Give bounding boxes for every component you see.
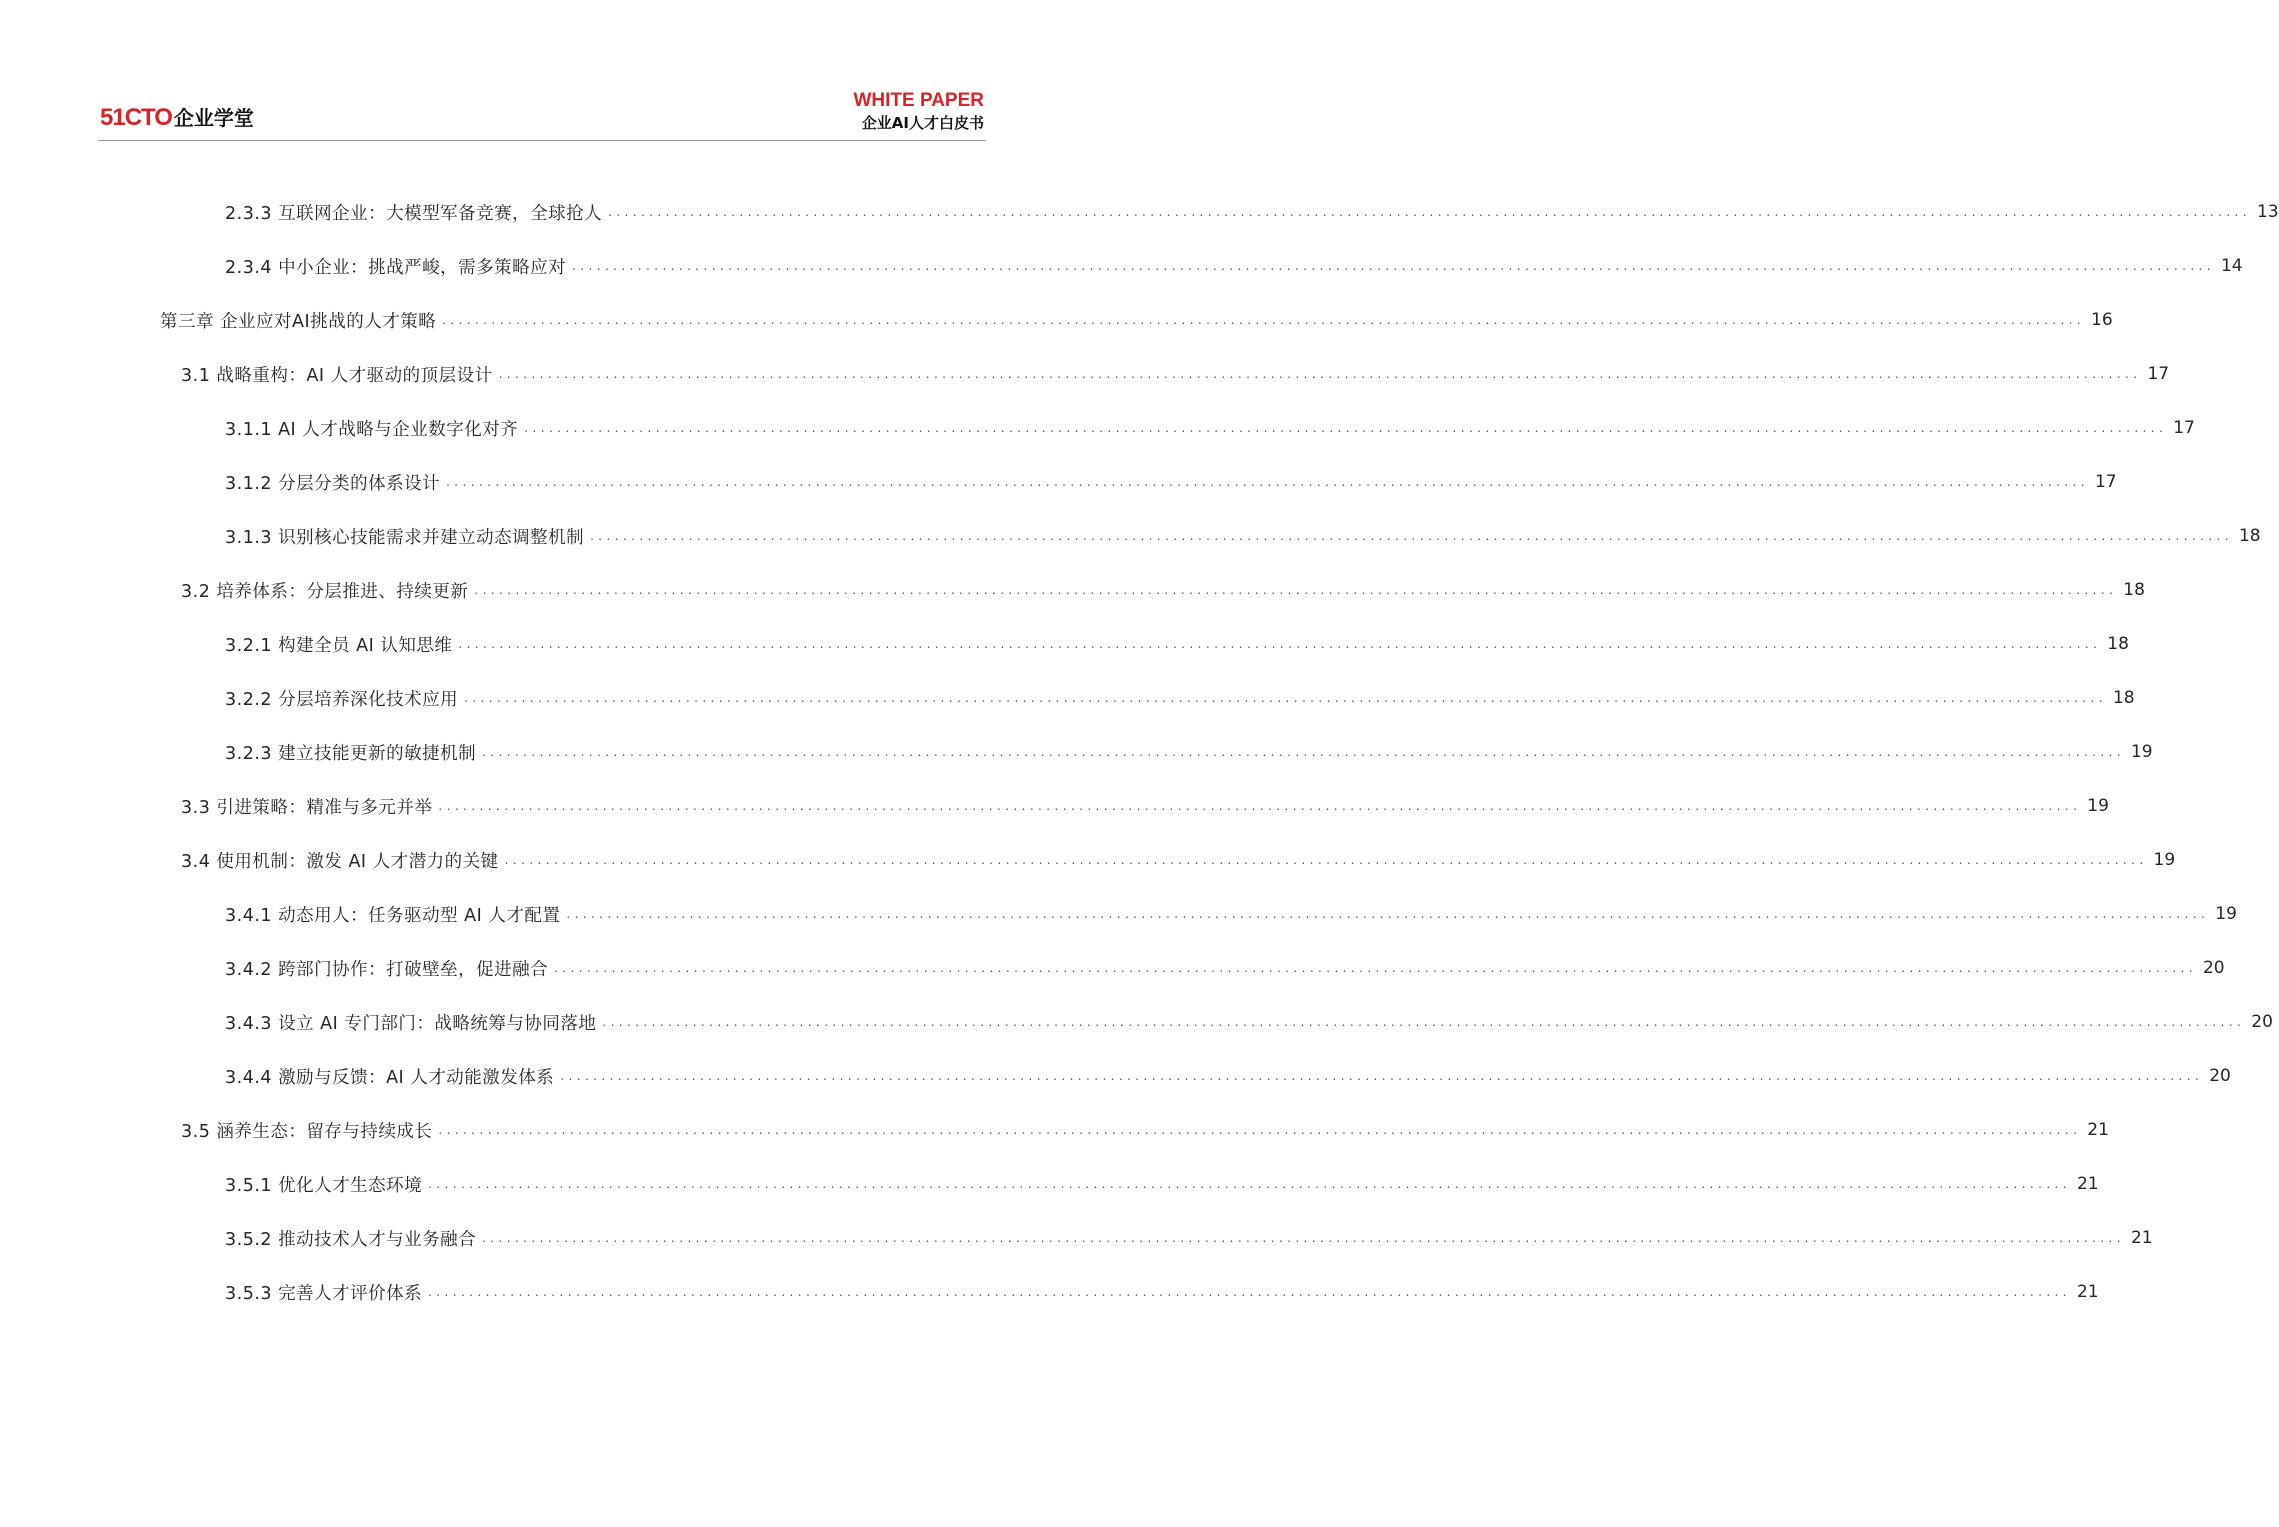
toc-entry[interactable]	[0, 1115, 2109, 1145]
toc-entry-page: 21	[2130, 1228, 2153, 1248]
toc-entry-title: 3.5.1 优化人才生态环境	[225, 1175, 423, 1196]
toc-entry[interactable]	[0, 1061, 2231, 1091]
toc-entry[interactable]	[0, 521, 2261, 551]
toc-leader-dots: ........................................................................................................................................................................................................	[474, 583, 2118, 597]
toc-leader-dots: ........................................................................................................................................................................................................	[438, 1123, 2082, 1137]
toc-entry-title: 3.1 战略重构：AI 人才驱动的顶层设计	[181, 365, 493, 386]
toc-entry-page: 18	[2107, 634, 2129, 654]
toc-entry-page: 18	[2112, 688, 2135, 708]
toc-entry-page: 19	[2215, 904, 2237, 924]
toc-entry-title: 3.1.1 AI 人才战略与企业数字化对齐	[225, 419, 519, 440]
toc-entry-title: 3.1.2 分层分类的体系设计	[225, 473, 441, 494]
toc-entry-title: 3.4.4 激励与反馈：AI 人才动能激发体系	[225, 1067, 555, 1088]
toc-entry[interactable]	[0, 1007, 2273, 1037]
toc-entry-page: 20	[2202, 958, 2225, 978]
toc-entry-page: 16	[2091, 310, 2113, 330]
logo-text: 企业学堂	[173, 106, 254, 130]
toc-entry[interactable]	[0, 845, 2176, 875]
toc-entry-page: 19	[2153, 850, 2176, 870]
toc-leader-dots: ........................................................................................................................................................................................................	[482, 745, 2125, 759]
toc-entry-title: 3.5 涵养生态：留存与持续成长	[181, 1121, 433, 1142]
toc-leader-dots: ........................................................................................................................................................................................................	[572, 259, 2215, 273]
toc-leader-dots: ........................................................................................................................................................................................................	[524, 421, 2168, 435]
toc-entry-page: 19	[2087, 796, 2109, 816]
toc-entry[interactable]	[0, 197, 2279, 227]
toc-entry-page: 13	[2256, 202, 2279, 222]
toc-leader-dots: ........................................................................................................................................................................................................	[438, 799, 2082, 813]
toc-leader-dots: ........................................................................................................................................................................................................	[560, 1069, 2204, 1083]
toc-entry-title: 3.2.2 分层培养深化技术应用	[225, 689, 459, 710]
toc-entry[interactable]	[0, 737, 2153, 767]
toc-entry-title: 3.4 使用机制：激发 AI 人才潜力的关键	[181, 851, 499, 872]
toc-entry-page: 17	[2094, 472, 2117, 492]
toc-entry-title: 2.3.3 互联网企业：大模型军备竞赛，全球抢人	[225, 203, 603, 224]
toc-entry-title: 3.5.3 完善人才评价体系	[225, 1283, 423, 1304]
toc-entry-page: 17	[2173, 418, 2195, 438]
toc-entry-title: 3.1.3 识别核心技能需求并建立动态调整机制	[225, 527, 585, 548]
toc-entry-page: 19	[2130, 742, 2153, 762]
white-paper-subtitle: 企业AI人才白皮书	[861, 114, 984, 132]
toc-entry-page: 20	[2251, 1012, 2273, 1032]
toc-entry[interactable]	[0, 467, 2117, 497]
toc-entry[interactable]	[0, 1277, 2099, 1307]
toc-entry[interactable]	[0, 305, 2113, 335]
toc-entry-page: 14	[2220, 256, 2243, 276]
toc-entry-page: 21	[2076, 1174, 2099, 1194]
toc-entry[interactable]	[0, 413, 2195, 443]
toc-entry-page: 21	[2087, 1120, 2109, 1140]
toc-entry-title: 3.2 培养体系：分层推进、持续更新	[181, 581, 469, 602]
toc-entry-title: 3.3 引进策略：精准与多元并举	[181, 797, 433, 818]
toc-entry-page: 20	[2209, 1066, 2231, 1086]
toc-entry[interactable]	[0, 1169, 2099, 1199]
toc-entry-title: 第三章 企业应对AI挑战的人才策略	[160, 311, 437, 332]
toc-entry-page: 18	[2123, 580, 2145, 600]
toc-entry[interactable]	[0, 1223, 2153, 1253]
toc-leader-dots: ........................................................................................................................................................................................................	[428, 1285, 2071, 1299]
toc-entry[interactable]	[0, 899, 2237, 929]
toc-leader-dots: ........................................................................................................................................................................................................	[602, 1015, 2246, 1029]
toc-entry[interactable]	[0, 953, 2225, 983]
white-paper-title: WHITE PAPER	[853, 90, 984, 111]
toc-leader-dots: ........................................................................................................................................................................................................	[428, 1177, 2071, 1191]
toc-entry-title: 3.5.2 推动技术人才与业务融合	[225, 1229, 477, 1250]
toc-entry-page: 21	[2076, 1282, 2099, 1302]
toc-entry-title: 3.2.1 构建全员 AI 认知思维	[225, 635, 453, 656]
toc-entry[interactable]	[0, 575, 2145, 605]
toc-entry[interactable]	[0, 791, 2109, 821]
toc-leader-dots: ........................................................................................................................................................................................................	[554, 961, 2197, 975]
toc-entry[interactable]	[0, 251, 2243, 281]
toc-entry[interactable]	[0, 629, 2129, 659]
toc-entry-title: 3.4.2 跨部门协作：打破壁垒，促进融合	[225, 959, 549, 980]
toc-entry-title: 3.4.3 设立 AI 专门部门：战略统筹与协同落地	[225, 1013, 597, 1034]
toc-entry[interactable]	[0, 359, 2170, 389]
logo-number: 51CTO	[100, 104, 172, 131]
toc-entry-title: 2.3.4 中小企业：挑战严峻，需多策略应对	[225, 257, 567, 278]
toc-entry-title: 3.4.1 动态用人：任务驱动型 AI 人才配置	[225, 905, 561, 926]
toc-leader-dots: ........................................................................................................................................................................................................	[590, 529, 2233, 543]
toc-leader-dots: ........................................................................................................................................................................................................	[482, 1231, 2125, 1245]
toc-entry-page: 17	[2147, 364, 2170, 384]
toc-entry-page: 18	[2238, 526, 2261, 546]
toc-entry-title: 3.2.3 建立技能更新的敏捷机制	[225, 743, 477, 764]
toc-leader-dots: ........................................................................................................................................................................................................	[464, 691, 2107, 705]
toc-leader-dots: ........................................................................................................................................................................................................	[566, 907, 2210, 921]
toc-leader-dots: ........................................................................................................................................................................................................	[446, 475, 2089, 489]
toc-leader-dots: ........................................................................................................................................................................................................	[442, 313, 2086, 327]
toc-entry[interactable]	[0, 683, 2135, 713]
toc-leader-dots: ........................................................................................................................................................................................................	[498, 367, 2142, 381]
toc-leader-dots: ........................................................................................................................................................................................................	[608, 205, 2251, 219]
toc-leader-dots: ........................................................................................................................................................................................................	[458, 637, 2102, 651]
toc-leader-dots: ........................................................................................................................................................................................................	[504, 853, 2148, 867]
